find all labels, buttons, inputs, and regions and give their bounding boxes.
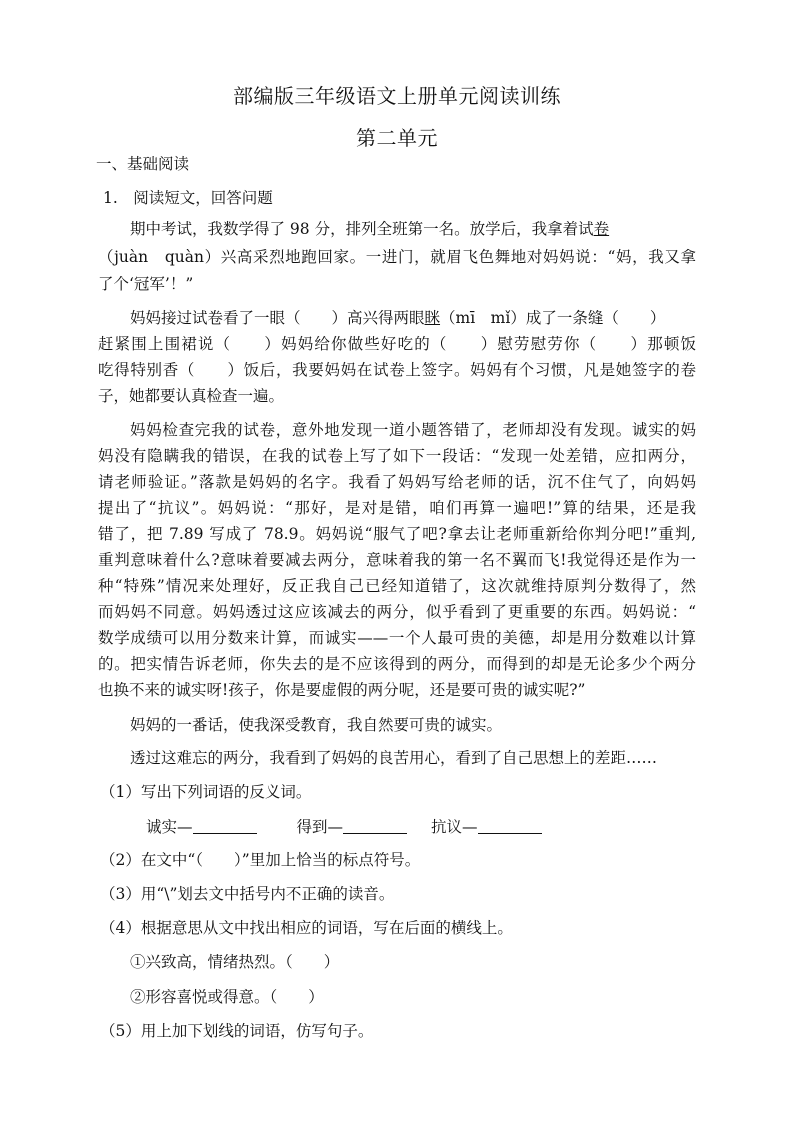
passage-para3-line9: 数学成绩可以用分数来计算，而诚实——一个人最可贵的美德，却是用分数难以计算 (98, 629, 696, 647)
answer-blank[interactable] (343, 817, 407, 834)
passage-para5: 透过这难忘的两分，我看到了妈妈的良苦用心，看到了自己思想上的差距…… (130, 749, 658, 767)
passage-para3-line4: 提出了“抗议”。妈妈说：“那好，是对是错，咱们再算一遍吧!”算的结果，还是我 (98, 499, 696, 517)
passage-para1-line1: 期中考试，我数学得了 98 分，排列全班第一名。放学后，我拿着试卷 (130, 220, 610, 238)
passage-para3-line6: 重判意味着什么?意味着要减去两分，意味着我的第一名不翼而飞!我觉得还是作为一 (98, 551, 696, 569)
antonym-item: 诚实— (146, 818, 257, 836)
antonym-item: 抗议— (431, 818, 542, 836)
passage-para3-line7: 种“特殊”情况来处理好，反正我自己已经知道错了，这次就维持原判分数得了，然 (98, 577, 696, 595)
passage-para3-line11: 也换不来的诚实呀!孩子，你是要虚假的两分呢，还是要可贵的诚实呢?” (98, 681, 586, 699)
question-1-heading: 1. 阅读短文，回答问题 (103, 189, 273, 207)
underlined-word-mi: 眯 (424, 309, 441, 327)
underlined-word-juan: 卷 (593, 220, 610, 238)
passage-para4: 妈妈的一番话，使我深受教育，我自然要可贵的诚实。 (130, 716, 503, 734)
passage-para3-line2: 妈没有隐瞒我的错误，在我的试卷上写了如下一段话：“发现一处差错，应扣两分， (98, 447, 696, 465)
passage-para3-line3: 请老师验证。”落款是妈妈的名字。我看了妈妈写给老师的话，沉不住气了，向妈妈 (98, 473, 696, 491)
passage-para3-line1: 妈妈检查完我的试卷，意外地发现一道小题答错了，老师却没有发现。诚实的妈 (130, 421, 696, 439)
subquestion-4: （4）根据意思从文中找出相应的词语，写在后面的横线上。 (100, 919, 513, 937)
passage-para2-line4: 子，她都要认真检查一遍。 (98, 387, 285, 405)
passage-para2-line3: 吃得特别香（ ）饭后，我要妈妈在试卷上签字。妈妈有个习惯，凡是她签字的卷 (98, 361, 696, 379)
passage-para1-line2: （juàn quàn）兴高采烈地跑回家。一进门，就眉飞色舞地对妈妈说：“妈，我又拿 (98, 248, 696, 266)
subquestion-3: （3）用“\”划去文中括号内不正确的读音。 (100, 885, 395, 903)
subquestion-4-item-b: ②形容喜悦或得意。（ ） (130, 988, 324, 1006)
passage-para3-line5: 错了，把 7.89 写成了 78.9。妈妈说“服气了吧?拿去让老师重新给你判分吧!”重判, (98, 525, 696, 543)
subquestion-2: （2）在文中“（ ）”里加上恰当的标点符号。 (100, 851, 421, 869)
passage-para2-line1: 妈妈接过试卷看了一眼（ ）高兴得两眼眯（mī mǐ）成了一条缝（ ） (130, 309, 666, 327)
subquestion-1: （1）写出下列词语的反义词。 (100, 783, 312, 801)
document-subtitle: 第二单元 (356, 126, 438, 150)
answer-blank[interactable] (193, 817, 257, 834)
passage-para3-line8: 而妈妈不同意。妈妈透过这应该减去的两分，似乎看到了更重要的东西。妈妈说：“ (98, 603, 696, 621)
passage-para2-line2: 赶紧围上围裙说（ ）妈妈给你做些好吃的（ ）慰劳慰劳你（ ）那顿饭 (98, 335, 696, 353)
antonym-row (146, 815, 746, 839)
passage-para1-line3: 了个‘冠军’！” (98, 275, 194, 293)
document-title: 部编版三年级语文上册单元阅读训练 (233, 84, 561, 108)
antonym-item: 得到— (297, 818, 408, 836)
subquestion-4-item-a: ①兴致高，情绪热烈。（ ） (130, 953, 340, 971)
answer-blank[interactable] (478, 817, 542, 834)
section-heading: 一、基础阅读 (96, 155, 190, 173)
passage-para3-line10: 的。把实情告诉老师，你失去的是不应该得到的两分，而得到的却是无论多少个两分 (98, 655, 696, 673)
subquestion-5: （5）用上加下划线的词语，仿写句子。 (100, 1022, 374, 1040)
